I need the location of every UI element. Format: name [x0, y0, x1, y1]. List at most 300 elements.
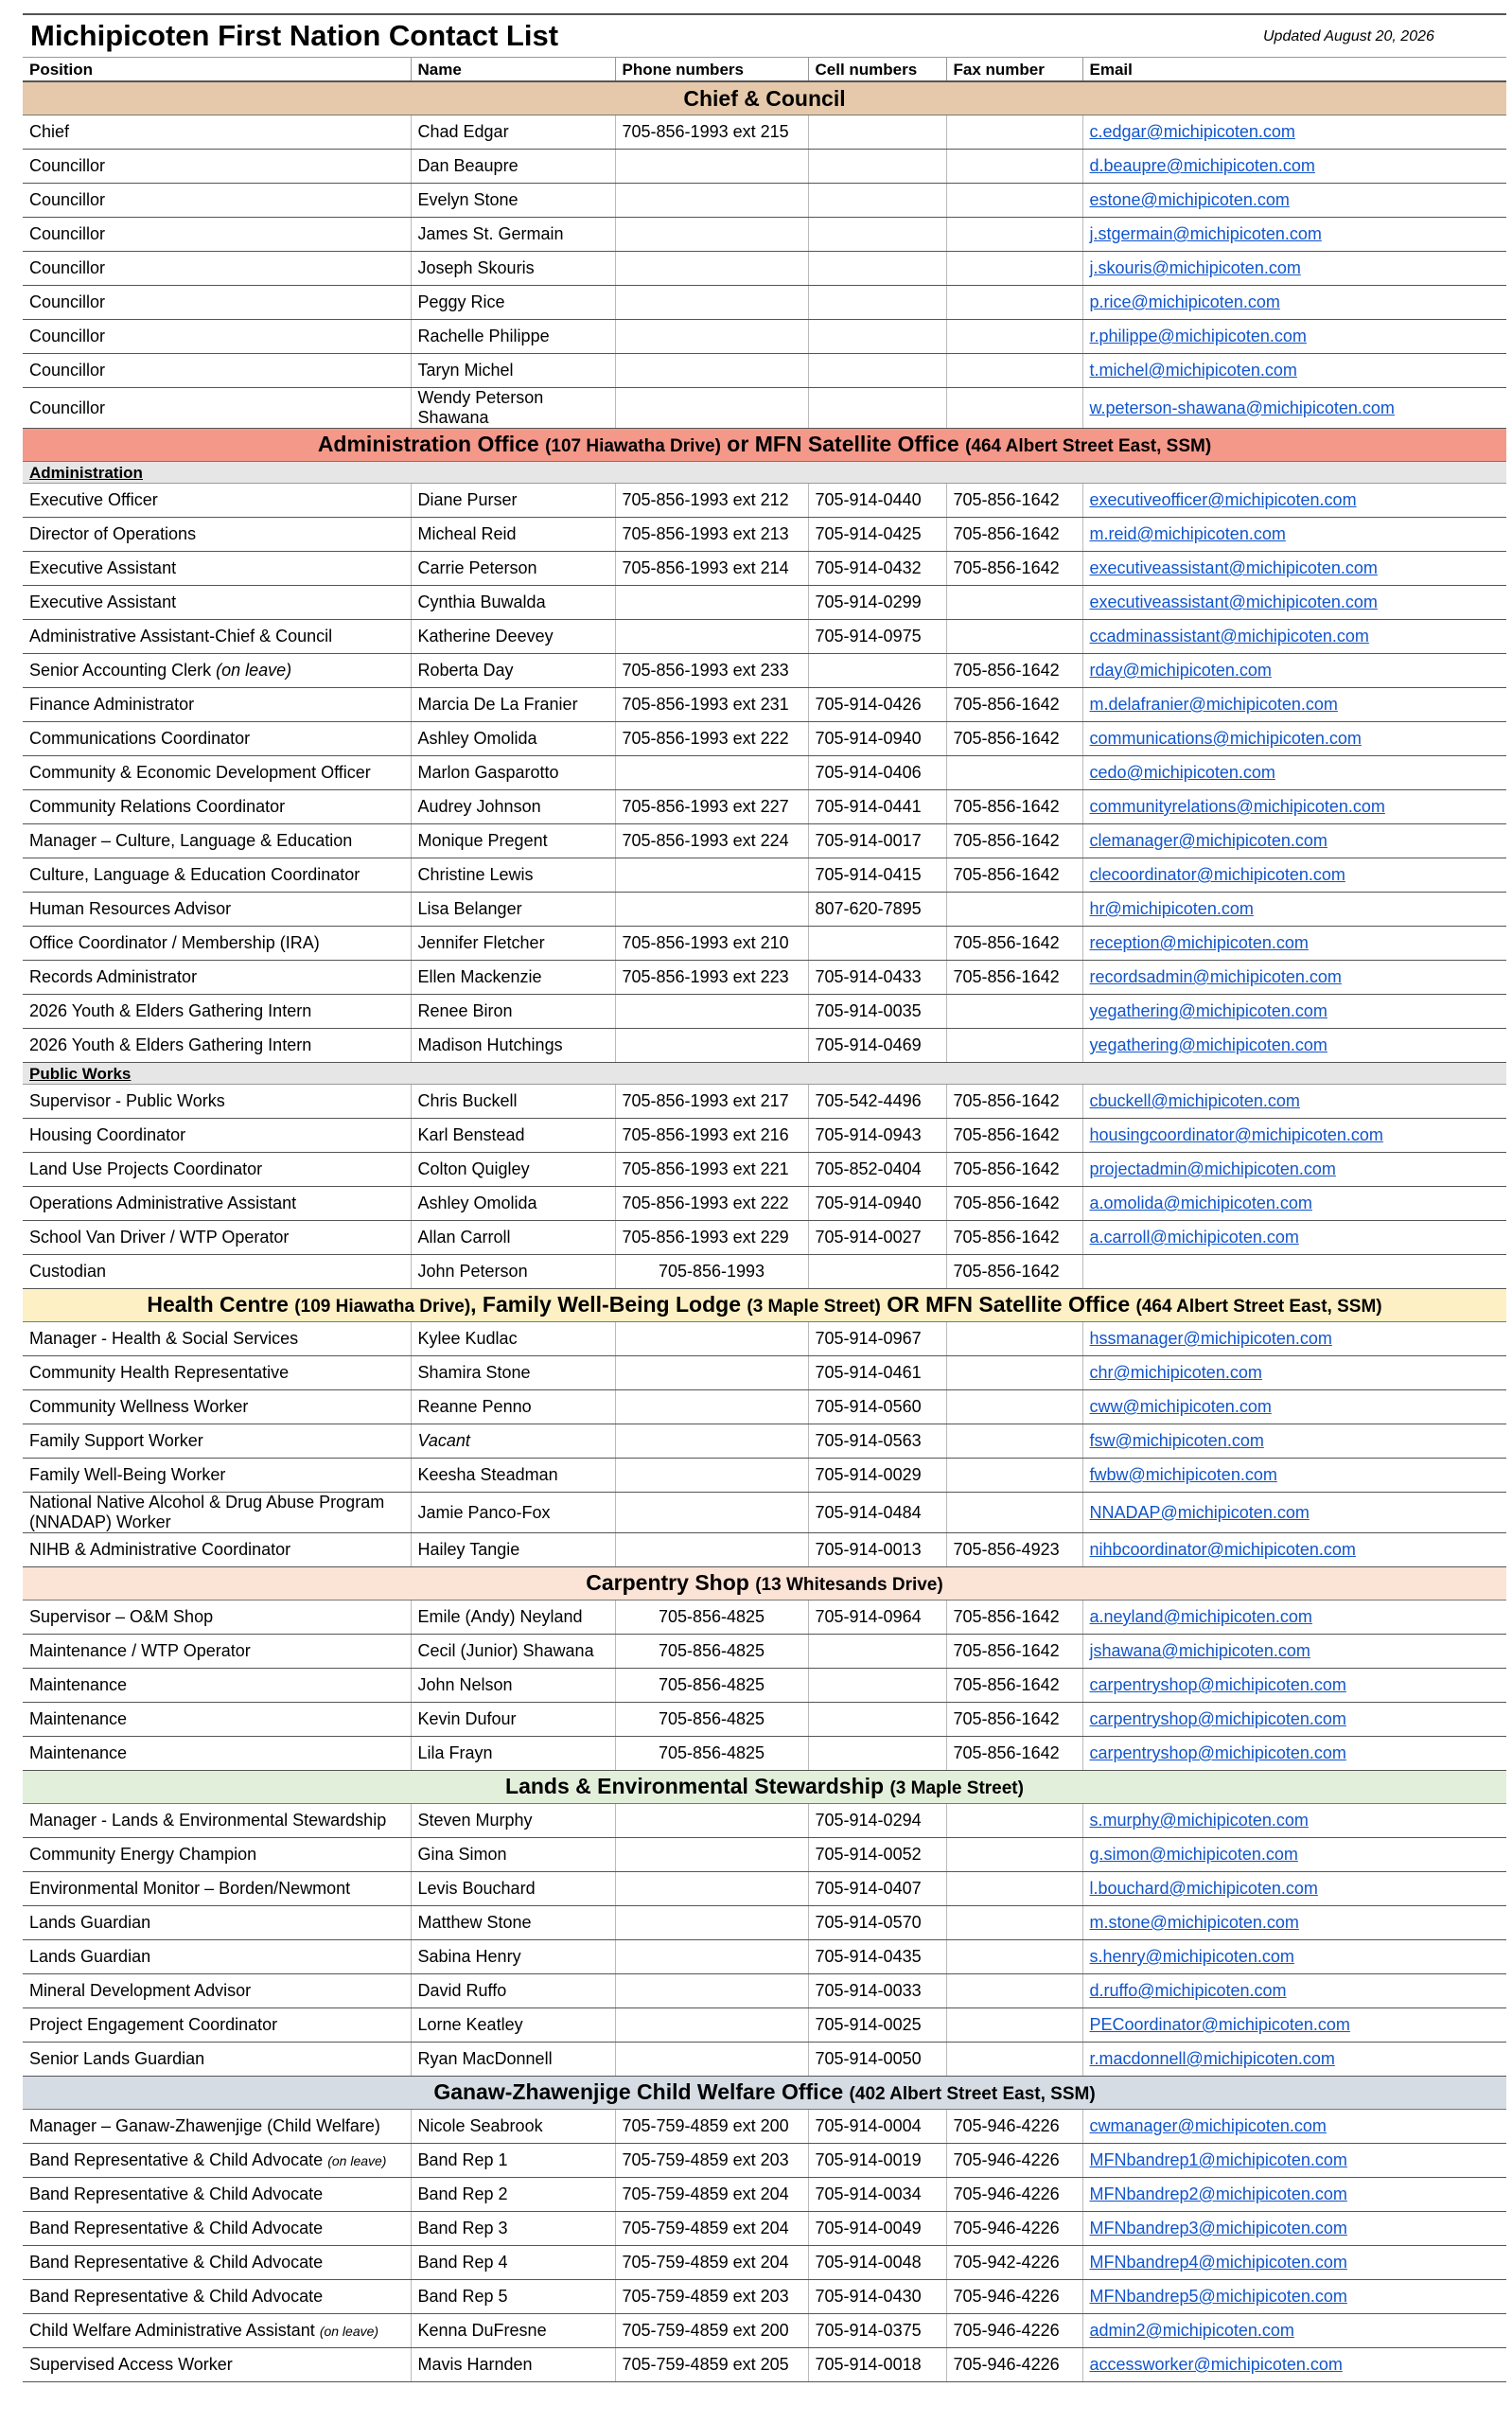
cell-fax: [946, 2043, 1082, 2077]
cell-email: [1082, 1804, 1506, 1838]
cell-name: Wendy Peterson Shawana: [411, 388, 615, 429]
email-link[interactable]: executiveassistant@michipicoten.com: [1089, 558, 1378, 577]
cell-fax: [946, 1459, 1082, 1493]
cell-cell: 705-914-0033: [808, 1974, 946, 2008]
cell-fax: 705-856-1642: [946, 688, 1082, 722]
cell-email: [1082, 1085, 1506, 1119]
cell-position: Executive Assistant: [23, 552, 411, 586]
cell-email: [1082, 586, 1506, 620]
email-link[interactable]: ccadminassistant@michipicoten.com: [1089, 627, 1369, 646]
title-row: [23, 13, 1506, 57]
cell-cell: 705-914-0430: [808, 2280, 946, 2314]
cell-position: Family Support Worker: [23, 1424, 411, 1459]
cell-name: Lila Frayn: [411, 1737, 615, 1771]
cell-fax: [946, 1029, 1082, 1063]
cell-email: [1082, 1533, 1506, 1567]
cell-fax: 705-946-4226: [946, 2110, 1082, 2144]
cell-email: [1082, 790, 1506, 824]
email-link[interactable]: r.philippe@michipicoten.com: [1089, 327, 1307, 345]
cell-position: Band Representative & Child Advocate: [23, 2178, 411, 2212]
email-link[interactable]: hr@michipicoten.com: [1089, 899, 1254, 918]
cell-email: [1082, 722, 1506, 756]
cell-position: Administrative Assistant-Chief & Council: [23, 620, 411, 654]
cell-phone: 705-759-4859 ext 200: [615, 2314, 808, 2348]
cell-position: Human Resources Advisor: [23, 893, 411, 927]
cell-fax: [946, 286, 1082, 320]
email-link[interactable]: cedo@michipicoten.com: [1089, 763, 1275, 782]
cell-fax: [946, 2008, 1082, 2043]
table-row: [23, 1533, 1506, 1567]
cell-email: [1082, 1255, 1506, 1289]
cell-position: Lands Guardian: [23, 1940, 411, 1974]
cell-cell: 705-914-0019: [808, 2144, 946, 2178]
email-link[interactable]: jshawana@michipicoten.com: [1089, 1641, 1310, 1660]
cell-position: Councillor: [23, 320, 411, 354]
cell-position: Band Representative & Child Advocate: [23, 2212, 411, 2246]
cell-cell: [808, 927, 946, 961]
email-link[interactable]: MFNbandrep1@michipicoten.com: [1089, 2150, 1347, 2169]
table-row: [23, 858, 1506, 893]
cell-email: [1082, 184, 1506, 218]
email-link[interactable]: cbuckell@michipicoten.com: [1089, 1091, 1300, 1110]
email-link[interactable]: MFNbandrep3@michipicoten.com: [1089, 2219, 1347, 2237]
table-row: [23, 2178, 1506, 2212]
column-header-row: [23, 58, 1506, 82]
cell-fax: [946, 586, 1082, 620]
cell-position: Communications Coordinator: [23, 722, 411, 756]
cell-cell: 705-914-0484: [808, 1493, 946, 1533]
cell-cell: [808, 150, 946, 184]
table-row: [23, 824, 1506, 858]
cell-email: [1082, 218, 1506, 252]
cell-name: Reanne Penno: [411, 1390, 615, 1424]
cell-email: [1082, 2314, 1506, 2348]
cell-fax: [946, 1390, 1082, 1424]
cell-name: Band Rep 1: [411, 2144, 615, 2178]
cell-email: [1082, 1459, 1506, 1493]
cell-position: Manager - Lands & Environmental Stewardship: [23, 1804, 411, 1838]
cell-phone: 705-759-4859 ext 203: [615, 2280, 808, 2314]
email-link[interactable]: MFNbandrep4@michipicoten.com: [1089, 2253, 1347, 2272]
table-row: [23, 1872, 1506, 1906]
section-admin-office: [23, 429, 1506, 462]
cell-fax: 705-856-1642: [946, 858, 1082, 893]
cell-name: Band Rep 5: [411, 2280, 615, 2314]
cell-name: Band Rep 3: [411, 2212, 615, 2246]
cell-fax: 705-856-1642: [946, 1737, 1082, 1771]
email-link[interactable]: yegathering@michipicoten.com: [1089, 1035, 1327, 1054]
cell-cell: 705-914-0940: [808, 722, 946, 756]
position-text: Band Representative & Child Advocate: [29, 2149, 324, 2169]
cell-cell: 705-914-0563: [808, 1424, 946, 1459]
cell-name: Carrie Peterson: [411, 552, 615, 586]
table-row: [23, 552, 1506, 586]
email-link[interactable]: d.beaupre@michipicoten.com: [1089, 156, 1315, 175]
email-link[interactable]: MFNbandrep5@michipicoten.com: [1089, 2287, 1347, 2306]
cell-name: Jamie Panco-Fox: [411, 1493, 615, 1533]
cell-email: [1082, 484, 1506, 518]
cell-email: [1082, 2178, 1506, 2212]
cell-name: Joseph Skouris: [411, 252, 615, 286]
table-row: [23, 2008, 1506, 2043]
table-row: [23, 620, 1506, 654]
email-link[interactable]: NNADAP@michipicoten.com: [1089, 1502, 1310, 1522]
cell-phone: 705-856-4825: [615, 1601, 808, 1635]
cell-name: John Nelson: [411, 1669, 615, 1703]
cell-position: National Native Alcohol & Drug Abuse Program (NNADAP) Worker: [23, 1493, 411, 1533]
email-link[interactable]: reception@michipicoten.com: [1089, 933, 1309, 952]
cell-position: Community & Economic Development Officer: [23, 756, 411, 790]
table-row: [23, 790, 1506, 824]
cell-cell: 705-914-0052: [808, 1838, 946, 1872]
email-link[interactable]: chr@michipicoten.com: [1089, 1363, 1262, 1382]
section-address: (107 Hiawatha Drive): [545, 435, 721, 456]
cell-name: Hailey Tangie: [411, 1533, 615, 1567]
cell-email: [1082, 1119, 1506, 1153]
cell-cell: 705-914-0018: [808, 2348, 946, 2382]
table-row: [23, 1356, 1506, 1390]
cell-phone: 705-856-1993 ext 212: [615, 484, 808, 518]
section-admin-office-title: [23, 429, 1506, 462]
cell-fax: [946, 1940, 1082, 1974]
cell-name: Marlon Gasparotto: [411, 756, 615, 790]
table-row: [23, 1187, 1506, 1221]
cell-cell: [808, 286, 946, 320]
cell-email: [1082, 2212, 1506, 2246]
section-title-2: , Family Well-Being Lodge: [470, 1291, 741, 1317]
email-link[interactable]: m.stone@michipicoten.com: [1089, 1913, 1299, 1932]
table-row: [23, 320, 1506, 354]
cell-cell: 705-914-0048: [808, 2246, 946, 2280]
cell-cell: 705-914-0440: [808, 484, 946, 518]
cell-name: Matthew Stone: [411, 1906, 615, 1940]
email-link[interactable]: r.macdonnell@michipicoten.com: [1089, 2049, 1335, 2068]
cell-cell: 705-914-0432: [808, 552, 946, 586]
email-link[interactable]: carpentryshop@michipicoten.com: [1089, 1675, 1346, 1694]
cell-phone: [615, 150, 808, 184]
cell-name: Lorne Keatley: [411, 2008, 615, 2043]
cell-email: [1082, 2280, 1506, 2314]
email-link[interactable]: s.murphy@michipicoten.com: [1089, 1811, 1309, 1830]
cell-email: [1082, 354, 1506, 388]
cell-cell: 705-914-0027: [808, 1221, 946, 1255]
cell-position: Housing Coordinator: [23, 1119, 411, 1153]
email-link[interactable]: m.reid@michipicoten.com: [1089, 524, 1286, 543]
table-row: [23, 1255, 1506, 1289]
table-row: [23, 1424, 1506, 1459]
cell-name: Mavis Harnden: [411, 2348, 615, 2382]
section-title: Health Centre: [147, 1291, 289, 1317]
cell-fax: 705-856-1642: [946, 1153, 1082, 1187]
cell-email: [1082, 2008, 1506, 2043]
cell-position: Councillor: [23, 184, 411, 218]
email-link[interactable]: a.neyland@michipicoten.com: [1089, 1607, 1312, 1626]
email-link[interactable]: housingcoordinator@michipicoten.com: [1089, 1125, 1383, 1144]
email-link[interactable]: d.ruffo@michipicoten.com: [1089, 1981, 1287, 2000]
email-link[interactable]: a.omolida@michipicoten.com: [1089, 1194, 1312, 1212]
email-link[interactable]: clecoordinator@michipicoten.com: [1089, 865, 1345, 884]
cell-fax: 705-856-1642: [946, 1187, 1082, 1221]
cell-cell: [808, 354, 946, 388]
cell-cell: 705-914-0415: [808, 858, 946, 893]
table-row: [23, 1221, 1506, 1255]
email-link[interactable]: j.stgermain@michipicoten.com: [1089, 224, 1322, 243]
cell-email: [1082, 1838, 1506, 1872]
cell-email: [1082, 1187, 1506, 1221]
email-link[interactable]: executiveofficer@michipicoten.com: [1089, 490, 1357, 509]
cell-fax: 705-856-1642: [946, 552, 1082, 586]
email-link[interactable]: yegathering@michipicoten.com: [1089, 1001, 1327, 1020]
cell-name: Sabina Henry: [411, 1940, 615, 1974]
email-link[interactable]: c.edgar@michipicoten.com: [1089, 122, 1295, 141]
page-title: Michipicoten First Nation Contact List: [30, 19, 559, 52]
cell-fax: 705-856-1642: [946, 790, 1082, 824]
cell-name: Kevin Dufour: [411, 1703, 615, 1737]
cell-phone: 705-856-1993: [615, 1255, 808, 1289]
section-title: Administration Office: [317, 431, 539, 456]
email-link[interactable]: rday@michipicoten.com: [1089, 661, 1272, 680]
email-link[interactable]: estone@michipicoten.com: [1089, 190, 1290, 209]
cell-fax: [946, 115, 1082, 150]
email-link[interactable]: projectadmin@michipicoten.com: [1089, 1159, 1336, 1178]
cell-phone: 705-856-4825: [615, 1669, 808, 1703]
cell-name: Levis Bouchard: [411, 1872, 615, 1906]
email-link[interactable]: carpentryshop@michipicoten.com: [1089, 1709, 1346, 1728]
cell-cell: 705-852-0404: [808, 1153, 946, 1187]
table-row: [23, 150, 1506, 184]
cell-email: [1082, 654, 1506, 688]
cell-phone: [615, 2008, 808, 2043]
cell-position: NIHB & Administrative Coordinator: [23, 1533, 411, 1567]
cell-fax: 705-946-4226: [946, 2178, 1082, 2212]
cell-email: [1082, 2246, 1506, 2280]
cell-position: Finance Administrator: [23, 688, 411, 722]
cell-position: Supervisor - Public Works: [23, 1085, 411, 1119]
section-title: Carpentry Shop: [586, 1569, 749, 1595]
email-link[interactable]: a.carroll@michipicoten.com: [1089, 1228, 1299, 1247]
cell-name: Lisa Belanger: [411, 893, 615, 927]
email-link[interactable]: recordsadmin@michipicoten.com: [1089, 967, 1342, 986]
cell-cell: [808, 252, 946, 286]
cell-fax: 705-946-4226: [946, 2212, 1082, 2246]
cell-cell: 705-914-0004: [808, 2110, 946, 2144]
section-health-title: [23, 1289, 1506, 1322]
cell-fax: 705-856-1642: [946, 484, 1082, 518]
email-link[interactable]: accessworker@michipicoten.com: [1089, 2355, 1343, 2374]
table-row: [23, 1493, 1506, 1533]
cell-phone: 705-856-1993 ext 217: [615, 1085, 808, 1119]
cell-phone: 705-759-4859 ext 205: [615, 2348, 808, 2382]
cell-phone: 705-856-1993 ext 210: [615, 927, 808, 961]
cell-position: Maintenance / WTP Operator: [23, 1635, 411, 1669]
column-header-email: Email: [1082, 58, 1506, 82]
email-link[interactable]: MFNbandrep2@michipicoten.com: [1089, 2184, 1347, 2203]
cell-phone: [615, 218, 808, 252]
cell-position: Maintenance: [23, 1737, 411, 1771]
email-link[interactable]: g.simon@michipicoten.com: [1089, 1845, 1298, 1864]
cell-cell: [808, 320, 946, 354]
cell-email: [1082, 150, 1506, 184]
cell-cell: 705-914-0029: [808, 1459, 946, 1493]
email-link[interactable]: cww@michipicoten.com: [1089, 1397, 1272, 1416]
cell-cell: 705-914-0570: [808, 1906, 946, 1940]
cell-email: [1082, 961, 1506, 995]
cell-cell: 705-542-4496: [808, 1085, 946, 1119]
cell-name: Cynthia Buwalda: [411, 586, 615, 620]
email-link[interactable]: cwmanager@michipicoten.com: [1089, 2116, 1327, 2135]
cell-position: School Van Driver / WTP Operator: [23, 1221, 411, 1255]
cell-email: [1082, 756, 1506, 790]
email-link[interactable]: fwbw@michipicoten.com: [1089, 1465, 1277, 1484]
cell-email: [1082, 2043, 1506, 2077]
cell-name: Dan Beaupre: [411, 150, 615, 184]
subsection-administration-title: Administration: [23, 462, 1506, 484]
cell-name: Nicole Seabrook: [411, 2110, 615, 2144]
table-row: [23, 1119, 1506, 1153]
column-header-cell: Cell numbers: [808, 58, 946, 82]
cell-name: Colton Quigley: [411, 1153, 615, 1187]
cell-phone: [615, 1838, 808, 1872]
email-link[interactable]: j.skouris@michipicoten.com: [1089, 258, 1301, 277]
cell-name: Keesha Steadman: [411, 1459, 615, 1493]
cell-email: [1082, 1906, 1506, 1940]
cell-phone: [615, 586, 808, 620]
table-row: [23, 1737, 1506, 1771]
cell-phone: [615, 1804, 808, 1838]
cell-cell: 705-914-0049: [808, 2212, 946, 2246]
cell-phone: [615, 1872, 808, 1906]
table-row: [23, 286, 1506, 320]
subsection-administration: [23, 462, 1506, 484]
email-link[interactable]: t.michel@michipicoten.com: [1089, 361, 1297, 380]
cell-phone: [615, 184, 808, 218]
email-link[interactable]: executiveassistant@michipicoten.com: [1089, 592, 1378, 611]
cell-fax: 705-856-1642: [946, 1085, 1082, 1119]
cell-phone: [615, 252, 808, 286]
cell-fax: 705-856-1642: [946, 961, 1082, 995]
cell-fax: 705-946-4226: [946, 2348, 1082, 2382]
cell-email: [1082, 1737, 1506, 1771]
email-link[interactable]: l.bouchard@michipicoten.com: [1089, 1879, 1318, 1898]
cell-email: [1082, 824, 1506, 858]
cell-phone: [615, 388, 808, 429]
cell-phone: 705-856-1993 ext 214: [615, 552, 808, 586]
cell-name: Taryn Michel: [411, 354, 615, 388]
cell-name: Diane Purser: [411, 484, 615, 518]
cell-fax: [946, 1804, 1082, 1838]
cell-email: [1082, 688, 1506, 722]
cell-fax: [946, 1424, 1082, 1459]
cell-fax: [946, 995, 1082, 1029]
cell-email: [1082, 552, 1506, 586]
email-link[interactable]: clemanager@michipicoten.com: [1089, 831, 1327, 850]
table-row: [23, 995, 1506, 1029]
email-link[interactable]: PECoordinator@michipicoten.com: [1089, 2015, 1350, 2034]
cell-phone: [615, 1322, 808, 1356]
cell-cell: 705-914-0013: [808, 1533, 946, 1567]
email-link[interactable]: nihbcoordinator@michipicoten.com: [1089, 1540, 1356, 1559]
cell-position: Executive Assistant: [23, 586, 411, 620]
cell-name: Katherine Deevey: [411, 620, 615, 654]
cell-name: Cecil (Junior) Shawana: [411, 1635, 615, 1669]
cell-cell: 705-914-0025: [808, 2008, 946, 2043]
cell-phone: [615, 1493, 808, 1533]
cell-position: Maintenance: [23, 1669, 411, 1703]
cell-fax: 705-856-1642: [946, 518, 1082, 552]
cell-phone: 705-856-1993 ext 222: [615, 722, 808, 756]
cell-position: Records Administrator: [23, 961, 411, 995]
table-row: [23, 893, 1506, 927]
cell-name: Chad Edgar: [411, 115, 615, 150]
cell-position: Band Representative & Child Advocate: [23, 2280, 411, 2314]
table-row: [23, 1029, 1506, 1063]
contact-list-page: [23, 0, 1506, 2382]
cell-phone: 705-856-1993 ext 222: [615, 1187, 808, 1221]
email-link[interactable]: communityrelations@michipicoten.com: [1089, 797, 1385, 816]
cell-cell: 705-914-0017: [808, 824, 946, 858]
email-link[interactable]: s.henry@michipicoten.com: [1089, 1947, 1294, 1966]
email-link[interactable]: carpentryshop@michipicoten.com: [1089, 1743, 1346, 1762]
section-carpentry: [23, 1567, 1506, 1601]
table-row: [23, 1459, 1506, 1493]
cell-name: James St. Germain: [411, 218, 615, 252]
cell-phone: 705-856-1993 ext 229: [615, 1221, 808, 1255]
email-link[interactable]: p.rice@michipicoten.com: [1089, 292, 1280, 311]
table-row: [23, 1669, 1506, 1703]
email-link[interactable]: fsw@michipicoten.com: [1089, 1431, 1264, 1450]
cell-phone: [615, 858, 808, 893]
cell-name: Evelyn Stone: [411, 184, 615, 218]
cell-cell: 705-914-0299: [808, 586, 946, 620]
email-link[interactable]: m.delafranier@michipicoten.com: [1089, 695, 1338, 714]
table-row: [23, 2043, 1506, 2077]
section-address-3: (464 Albert Street East, SSM): [1135, 1296, 1382, 1317]
cell-email: [1082, 1601, 1506, 1635]
section-carpentry-title: [23, 1567, 1506, 1601]
email-link[interactable]: w.peterson-shawana@michipicoten.com: [1089, 398, 1395, 417]
cell-email: [1082, 2348, 1506, 2382]
cell-name: Ashley Omolida: [411, 722, 615, 756]
cell-phone: 705-856-1993 ext 215: [615, 115, 808, 150]
cell-phone: [615, 1940, 808, 1974]
cell-cell: 705-914-0034: [808, 2178, 946, 2212]
cell-cell: 705-914-0469: [808, 1029, 946, 1063]
cell-position: Councillor: [23, 286, 411, 320]
cell-fax: [946, 1974, 1082, 2008]
cell-cell: 705-914-0294: [808, 1804, 946, 1838]
cell-name: Chris Buckell: [411, 1085, 615, 1119]
cell-cell: 705-914-0426: [808, 688, 946, 722]
on-leave-note: (on leave): [319, 2323, 379, 2339]
table-row: [23, 218, 1506, 252]
cell-email: [1082, 995, 1506, 1029]
section-title: Chief & Council: [683, 85, 846, 111]
cell-name: Vacant: [411, 1424, 615, 1459]
section-title-2: or MFN Satellite Office: [720, 431, 959, 456]
cell-email: [1082, 1669, 1506, 1703]
cell-name: Ellen Mackenzie: [411, 961, 615, 995]
cell-position: Operations Administrative Assistant: [23, 1187, 411, 1221]
cell-position: Lands Guardian: [23, 1906, 411, 1940]
cell-position: Community Relations Coordinator: [23, 790, 411, 824]
email-link[interactable]: hssmanager@michipicoten.com: [1089, 1329, 1332, 1348]
cell-fax: 705-946-4226: [946, 2314, 1082, 2348]
email-link[interactable]: communications@michipicoten.com: [1089, 729, 1362, 748]
cell-name: Kylee Kudlac: [411, 1322, 615, 1356]
table-row: [23, 1390, 1506, 1424]
cell-cell: 705-914-0406: [808, 756, 946, 790]
email-link[interactable]: admin2@michipicoten.com: [1089, 2321, 1294, 2340]
